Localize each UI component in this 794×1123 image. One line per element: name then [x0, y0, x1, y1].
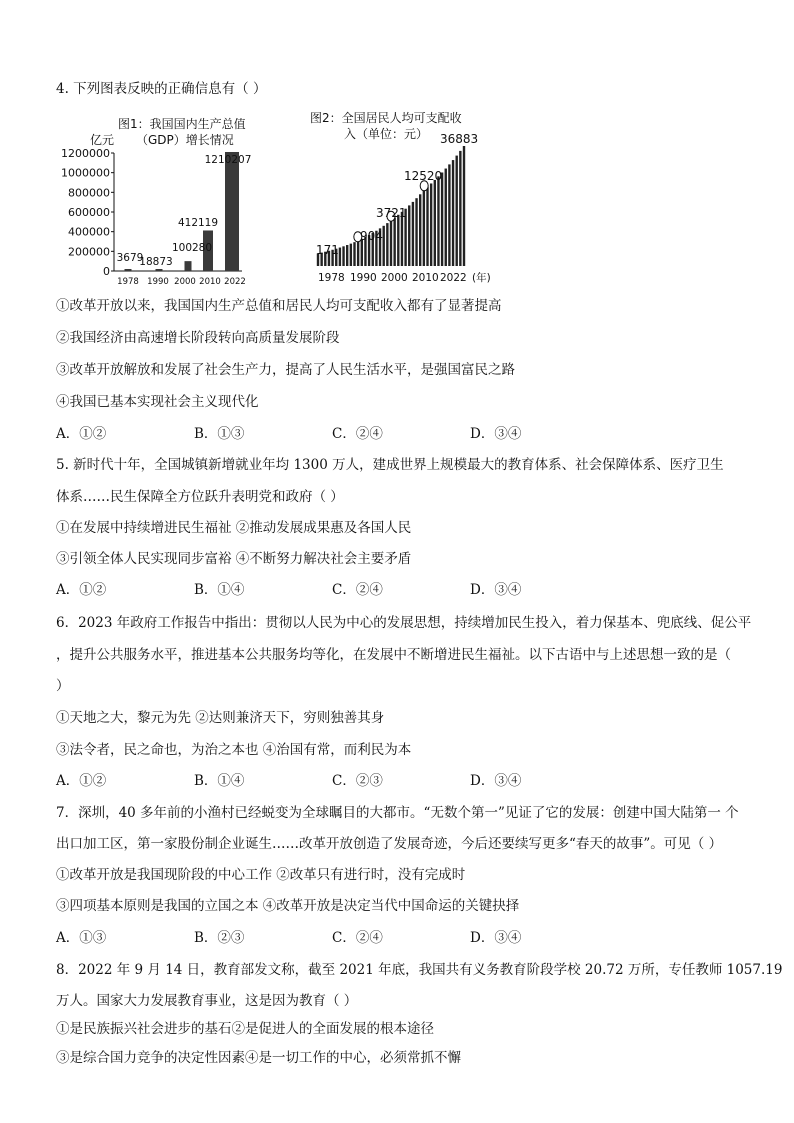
- q7-option-b[interactable]: B．②③: [194, 930, 245, 946]
- income-data-label: 12520: [404, 169, 443, 183]
- q4-option-b[interactable]: B．①③: [194, 426, 245, 442]
- gdp-x-tick-label: 2022: [224, 277, 246, 287]
- q5-line-1: 5. 新时代十年，全国城镇新增就业年均 1300 万人，建成世界上规模最大的教育体系、社会保障体系、医疗卫生: [56, 457, 724, 473]
- q6-option-a[interactable]: A．①②: [56, 773, 107, 789]
- income-stripe: [426, 187, 428, 266]
- income-stripe: [339, 248, 341, 266]
- gdp-chart-unit-label: 亿元: [90, 133, 115, 147]
- gdp-y-tick-label: 400000: [68, 225, 110, 239]
- gdp-y-tick-label: 800000: [68, 186, 110, 200]
- q4-option-d[interactable]: D．③④: [470, 426, 522, 442]
- q5-option-d[interactable]: D．③④: [470, 582, 522, 598]
- q4-item-1: ①改革开放以来，我国国内生产总值和居民人均可支配收入都有了显著提高: [56, 298, 502, 314]
- q5-option-b[interactable]: B．①④: [194, 582, 245, 598]
- gdp-data-label: 1210207: [204, 154, 252, 166]
- income-stripe: [397, 215, 399, 266]
- gdp-bar: [225, 152, 239, 271]
- q5-line-2: 体系……民生保障全方位跃升表明党和政府（ ）: [56, 489, 344, 505]
- income-chart-title-line1: 图2：全国居民人均可支配收: [310, 111, 462, 125]
- q6-option-c[interactable]: C．②③: [332, 773, 383, 789]
- income-data-label: 3721: [376, 206, 407, 220]
- income-stripe: [386, 223, 388, 266]
- gdp-x-tick-label: 2010: [199, 277, 221, 287]
- gdp-y-tick-label: 200000: [68, 245, 110, 259]
- income-stripe: [393, 218, 395, 266]
- income-x-tick-label: 1978: [318, 272, 345, 284]
- income-x-tick-label: 2000: [381, 272, 408, 284]
- income-stripe: [408, 205, 410, 266]
- q5-item-row-2: ③引领全体人民实现同步富裕 ④不断努力解决社会主要矛盾: [56, 551, 412, 567]
- q4-stem: 4. 下列图表反映的正确信息有（ ）: [56, 81, 267, 97]
- income-data-label: 36883: [440, 132, 479, 146]
- q6-option-b[interactable]: B．①④: [194, 773, 245, 789]
- q8-line-1: 8．2022 年 9 月 14 日，教育部发文称，截至 2021 年底，我国共有义务教育阶段学校 20.72 万所，专任教师 1057.19: [56, 962, 783, 978]
- q6-line-3: ）: [56, 678, 70, 694]
- income-stripe: [448, 164, 450, 266]
- income-stripe: [350, 244, 352, 266]
- q8-item-row-2: ③是综合国力竞争的决定性因素④是一切工作的中心，必须常抓不懈: [56, 1050, 461, 1066]
- income-stripe: [463, 146, 465, 266]
- income-data-label: 171: [316, 243, 339, 257]
- income-stripe: [357, 241, 359, 266]
- q7-line-1: 7．深圳，40 多年前的小渔村已经蜕变为全球瞩目的大都市。“无数个第一”见证了它的发展：创建中国大陆第一 个: [56, 805, 739, 821]
- q7-option-a[interactable]: A．①③: [56, 930, 107, 946]
- gdp-bar: [185, 261, 192, 271]
- gdp-x-tick-label: 2000: [174, 277, 196, 287]
- income-stripe: [452, 160, 454, 266]
- gdp-x-tick-label: 1990: [147, 277, 169, 287]
- q4-item-2: ②我国经济由高速增长阶段转向高质量发展阶段: [56, 330, 340, 346]
- q4-option-c[interactable]: C．②④: [332, 426, 383, 442]
- q7-line-2: 出口加工区，第一家股份制企业诞生……改革开放创造了发展奇迹，今后还要续写更多“春天的故事”。可见（ ）: [56, 836, 723, 852]
- gdp-data-label: 3679: [116, 252, 144, 264]
- q6-line-1: 6．2023 年政府工作报告中指出：贯彻以人民为中心的发展思想，持续增加民生投入，着力保基本、兜底线、促公平: [56, 615, 752, 631]
- gdp-data-label: 100280: [171, 242, 213, 254]
- gdp-data-label: 18873: [139, 256, 173, 268]
- income-data-label: 904: [360, 229, 383, 243]
- gdp-chart-title-line1: 图1：我国国内生产总值: [118, 117, 246, 131]
- q4-item-4: ④我国已基本实现社会主义现代化: [56, 394, 259, 410]
- income-stripe: [437, 176, 439, 266]
- gdp-y-tick-label: 1200000: [61, 147, 110, 160]
- gdp-y-tick-label: 600000: [68, 206, 110, 219]
- income-stripe: [445, 169, 447, 266]
- q5-option-c[interactable]: C．②④: [332, 582, 383, 598]
- income-stripe: [353, 242, 355, 266]
- income-chart: [306, 108, 526, 288]
- income-stripe: [423, 190, 425, 266]
- gdp-chart: [56, 108, 286, 288]
- income-stripe: [434, 180, 436, 266]
- income-stripe: [441, 173, 443, 266]
- gdp-bar: [125, 269, 132, 271]
- income-stripe: [419, 194, 421, 266]
- q7-option-d[interactable]: D．③④: [470, 930, 522, 946]
- q6-option-d[interactable]: D．③④: [470, 773, 522, 789]
- income-stripe: [412, 202, 414, 266]
- gdp-bar: [156, 269, 163, 271]
- q4-item-3: ③改革开放解放和发展了社会生产力，提高了人民生活水平，是强国富民之路: [56, 362, 515, 378]
- income-x-tick-label: 2022: [440, 272, 467, 284]
- income-chart-title-line2: 入（单位：元）: [344, 127, 429, 141]
- income-x-tick-label: 1990: [350, 272, 377, 284]
- gdp-data-label: 412119: [177, 217, 219, 229]
- income-stripe: [390, 220, 392, 266]
- q7-option-c[interactable]: C．②④: [332, 930, 383, 946]
- q4-option-a[interactable]: A．①②: [56, 426, 107, 442]
- income-stripe: [342, 246, 344, 266]
- q5-item-row-1: ①在发展中持续增进民生福祉 ②推动发展成果惠及各国人民: [56, 520, 412, 536]
- income-x-tick-label: 2010: [412, 272, 439, 284]
- income-stripe: [430, 183, 432, 266]
- income-x-tick-label: (年): [472, 272, 491, 284]
- q8-item-row-1: ①是民族振兴社会进步的基石②是促进人的全面发展的根本途径: [56, 1021, 434, 1037]
- q6-item-row-1: ①天地之大，黎元为先 ②达则兼济天下，穷则独善其身: [56, 710, 385, 726]
- q6-line-2: ，提升公共服务水平，推进基本公共服务均等化，在发展中不断增进民生福祉。以下古语中与上述思想一致的是（: [56, 647, 731, 663]
- income-stripe: [415, 198, 417, 266]
- q6-item-row-2: ③法令者，民之命也，为治之本也 ④治国有常，而利民为本: [56, 742, 412, 758]
- income-stripe: [456, 156, 458, 266]
- gdp-x-tick-label: 1978: [117, 277, 139, 287]
- q5-option-a[interactable]: A．①②: [56, 582, 107, 598]
- income-stripe: [346, 245, 348, 266]
- gdp-y-tick-label: 1000000: [61, 166, 110, 180]
- q7-item-row-1: ①改革开放是我国现阶段的中心工作 ②改革只有进行时，没有完成时: [56, 867, 466, 883]
- q8-line-2: 万人。国家大力发展教育事业，这是因为教育（ ）: [56, 993, 358, 1009]
- gdp-y-tick-label: 0: [103, 265, 110, 278]
- q7-item-row-2: ③四项基本原则是我国的立国之本 ④改革开放是决定当代中国命运的关键抉择: [56, 898, 520, 914]
- gdp-chart-title-line2: （GDP）增长情况: [136, 133, 234, 147]
- income-stripe: [459, 151, 461, 266]
